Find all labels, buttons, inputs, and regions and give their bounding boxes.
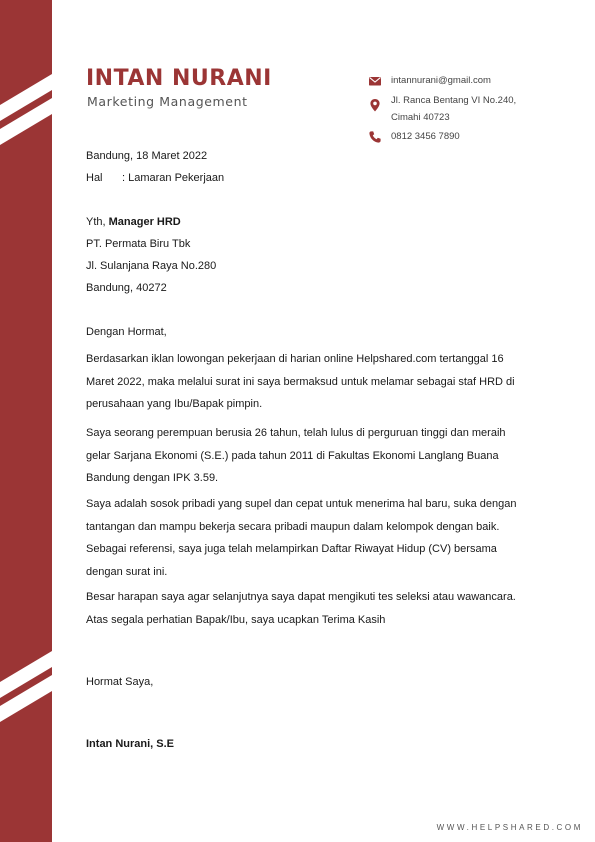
recipient-company: PT. Permata Biru Tbk [86, 238, 191, 250]
decorative-sidebar [0, 0, 52, 842]
paragraph-4: Besar harapan saya agar selanjutnya saya dapat mengikuti tes seleksi atau wawancara. Atas segala perhatian Bapak/Ibu, saya ucapkan Terima Kasih [86, 591, 516, 626]
paragraph-2: Saya seorang perempuan berusia 26 tahun, telah lulus di perguruan tinggi dan meraih gelar Sarjana Ekonomi (S.E.) pada tahun 2011 di Fakultas Ekonomi Langlang Buana Bandung dengan IPK 3.59. [86, 427, 506, 484]
recipient-street: Jl. Sulanjana Raya No.280 [86, 260, 217, 272]
address-line-1: Jl. Ranca Bentang VI No.240, [391, 95, 517, 106]
greeting: Dengan Hormat, [86, 326, 167, 338]
applicant-name: INTAN NURANI [86, 66, 272, 91]
paragraph-3: Saya adalah sosok pribadi yang supel dan cepat untuk menerima hal baru, suka dengan tantangan dan mampu bekerja secara pribadi maupun dalam kelompok dengan baik. Sebagai referensi, saya juga telah melampirkan Daftar Riwayat Hidup (CV) bersama dengan surat ini. [86, 498, 517, 578]
letter-date: Bandung, 18 Maret 2022 [86, 150, 208, 162]
phone-text: 0812 3456 7890 [391, 131, 460, 142]
phone-icon [368, 130, 382, 144]
closing: Hormat Saya, [86, 676, 154, 688]
recipient-city: Bandung, 40272 [86, 282, 167, 294]
subject-value: : Lamaran Pekerjaan [122, 172, 225, 184]
recipient [86, 216, 181, 228]
signature-name: Intan Nurani, S.E [86, 738, 175, 750]
map-pin-icon [368, 98, 382, 112]
footer-website: WWW.HELPSHARED.COM [436, 823, 583, 832]
letter-subject [86, 172, 224, 184]
applicant-role: Marketing Management [87, 94, 248, 109]
email-text: intannurani@gmail.com [391, 75, 491, 86]
subject-label: Hal [86, 172, 103, 184]
paragraph-1: Berdasarkan iklan lowongan pekerjaan di harian online Helpshared.com tertanggal 16 Maret 2022, maka melalui surat ini saya bermaksud untuk melamar sebagai staf HRD di perusahaan yang Ibu/Bapak pimpin. [86, 353, 515, 410]
address-line-2: Cimahi 40723 [391, 112, 450, 123]
envelope-icon [368, 74, 382, 88]
address-text [391, 92, 541, 126]
recipient-title: Manager HRD [108, 216, 181, 228]
recipient-prefix: Yth, [86, 216, 109, 228]
